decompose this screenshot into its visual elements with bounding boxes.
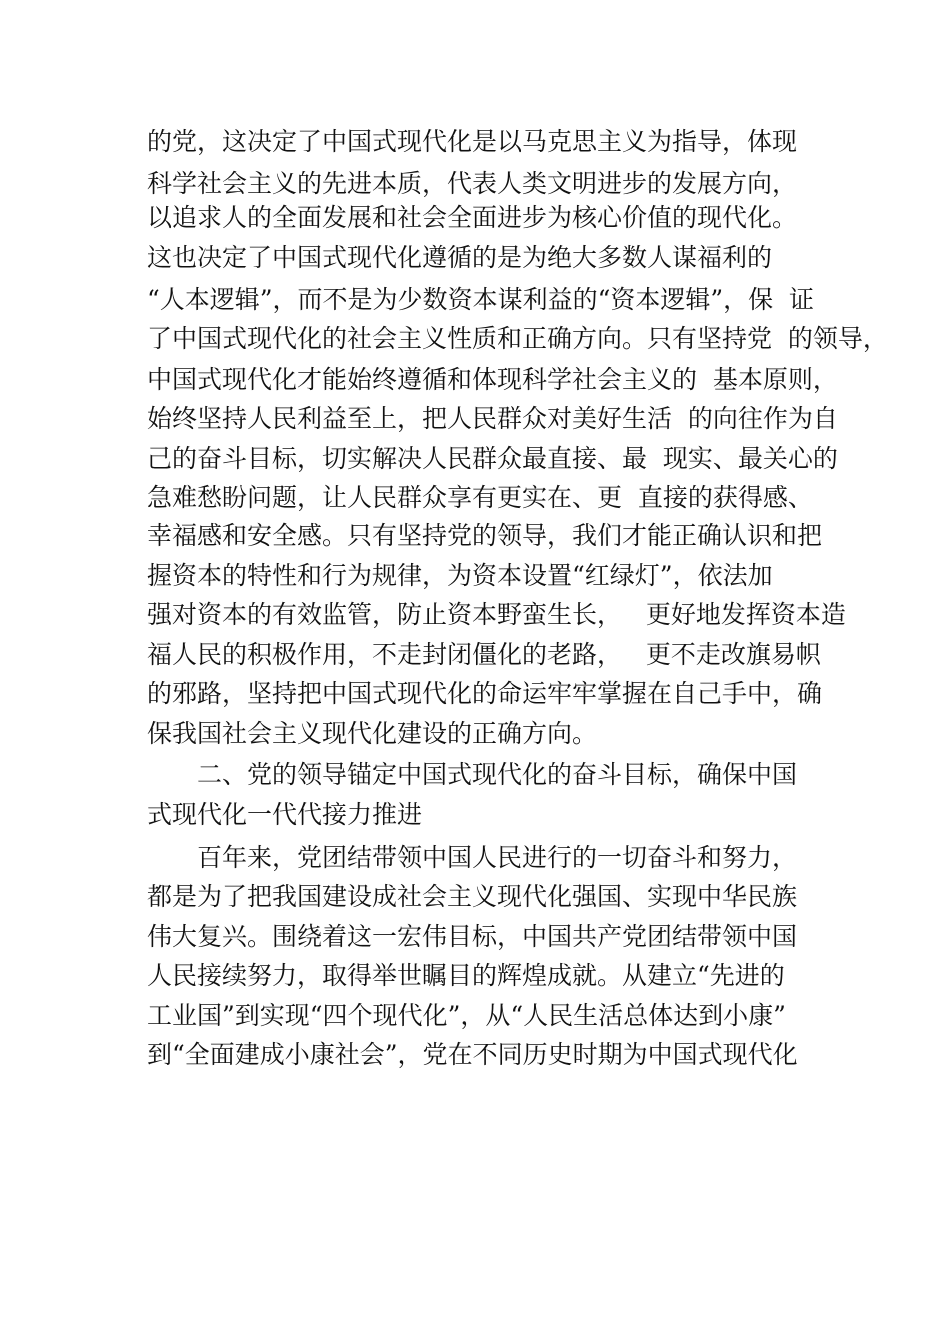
text-line: 了中国式现代化的社会主义性质和正确方向。只有坚持党 的领导， — [147, 324, 888, 353]
text-line: 幸福感和安全感。只有坚持党的领导，我们才能正确认识和把 — [147, 521, 823, 550]
text-line: 强对资本的有效监管，防止资本野蛮生长， 更好地发挥资本造 — [147, 600, 846, 629]
text-line: 以追求人的全面发展和社会全面进步为核心价值的现代化。 — [147, 203, 798, 232]
text-line: 科学社会主义的先进本质，代表人类文明进步的发展方向， — [147, 169, 798, 198]
text-line: “人本逻辑”，而不是为少数资本谋利益的“资本逻辑”，保 证 — [147, 285, 815, 314]
text-line: 保我国社会主义现代化建设的正确方向。 — [147, 719, 598, 748]
text-line: 都是为了把我国建设成社会主义现代化强国、实现中华民族 — [147, 882, 798, 911]
heading-line: 二、党的领导锚定中国式现代化的奋斗目标，确保中国 — [197, 760, 798, 789]
text-line: 中国式现代化才能始终遵循和体现科学社会主义的 基本原则， — [147, 365, 838, 394]
text-line: 百年来，党团结带领中国人民进行的一切奋斗和努力， — [197, 843, 798, 872]
text-line: 工业国”到实现“四个现代化”，从“人民生活总体达到小康” — [147, 1001, 786, 1030]
text-line: 握资本的特性和行为规律，为资本设置“红绿灯”，依法加 — [147, 561, 773, 590]
text-line: 福人民的积极作用，不走封闭僵化的老路， 更不走改旗易帜 — [147, 640, 821, 669]
text-line: 伟大复兴。围绕着这一宏伟目标，中国共产党团结带领中国 — [147, 922, 798, 951]
text-line: 己的奋斗目标，切实解决人民群众最直接、最 现实、最关心的 — [147, 444, 838, 473]
text-line: 的党，这决定了中国式现代化是以马克思主义为指导，体现 — [147, 127, 798, 156]
text-line: 到“全面建成小康社会”，党在不同历史时期为中国式现代化 — [147, 1040, 798, 1069]
heading-line: 式现代化一代代接力推进 — [147, 800, 423, 829]
text-line: 始终坚持人民利益至上，把人民群众对美好生活 的向往作为自 — [147, 404, 838, 433]
text-line: 急难愁盼问题，让人民群众享有更实在、更 直接的获得感、 — [147, 483, 813, 512]
text-line: 的邪路，坚持把中国式现代化的命运牢牢掌握在自己手中，确 — [147, 679, 823, 708]
text-line: 这也决定了中国式现代化遵循的是为绝大多数人谋福利的 — [147, 243, 773, 272]
text-line: 人民接续努力，取得举世瞩目的辉煌成就。从建立“先进的 — [147, 961, 785, 990]
